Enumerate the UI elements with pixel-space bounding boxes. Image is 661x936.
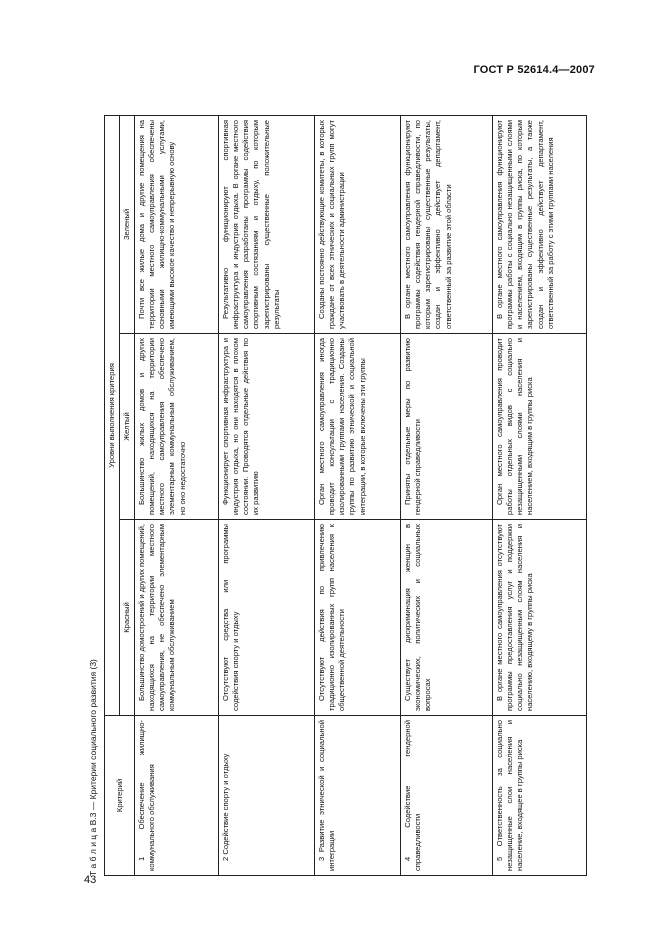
green-cell: В органе местного самоуправления функционируют программы работы с социально незащищенными слоями и населением, входящим в группы риска, по которым зарегистрированы существенные результаты, а также создан и эффективно действует департамент, ответственный за работу с этими группами населения xyxy=(493,115,587,333)
rotated-table-block xyxy=(88,116,555,876)
green-cell: В органе местного самоуправления функционируют программы содействия гендерной справедливости, по которым зарегистрированы существенные результаты, создан и эффективно действует департамент, ответственный за развитие этой области xyxy=(401,115,493,333)
header-yellow: Желтый xyxy=(120,334,135,520)
table-caption: Т а б л и ц а В.3 — Критерии социального развития (3) xyxy=(88,659,98,876)
yellow-cell: Функционирует спортивная инфраструктура и индустрия отдыха, но они находятся в плохом состоянии. Проводятся отдельные действия по их развитию xyxy=(219,334,315,520)
header-green: Зеленый xyxy=(120,115,135,333)
table-row xyxy=(219,115,315,875)
green-cell: Результативно функционируют спортивная инфраструктура и индустрия отдыха. В органе местного самоуправления разработаны программы содействия спортивным состязаниям и отдыху, по которым зарегистрированы существенные положительные результаты xyxy=(219,115,315,333)
table-row xyxy=(493,115,587,875)
document-id: ГОСТ Р 52614.4—2007 xyxy=(473,64,595,76)
criterion-cell: 3 Развитие этнической и социальной интеграции xyxy=(315,716,401,876)
header-criterion: Критерий xyxy=(105,716,135,876)
table-row xyxy=(401,115,493,875)
red-cell: Большинство домостроений и других помещений, находящихся на территории местного самоуправления, не обеспечено элементарным коммунальным обслуживанием xyxy=(135,520,219,716)
red-cell: Существует дискриминация женщин в экономических, политических и социальных вопросах xyxy=(401,520,493,716)
green-cell: Почти все жилые дома и другие помещения на территории местного самоуправления обеспечены основными жилищно-коммунальными услугами, имеющими высокое качество и непрерывную основу xyxy=(135,115,219,333)
criterion-cell: 1 Обеспечение жилищно-коммунального обслуживания xyxy=(135,716,219,876)
table-row xyxy=(135,115,219,875)
yellow-cell: Приняты отдельные меры по развитию гендерной справедливости xyxy=(401,334,493,520)
header-red: Красный xyxy=(120,520,135,716)
criterion-cell: 5 Ответственность за социально незащищенные слои населения и население, входящее в группы риска xyxy=(493,716,587,876)
header-levels: Уровни выполнения критерия xyxy=(105,115,120,715)
yellow-cell: Орган местного самоуправления иногда проводит консультации с традиционно изолированными группами населения. Созданы группы по развитию этнической и социальной интеграции, в которые включены эти группы xyxy=(315,334,401,520)
red-cell: Отсутствуют действия по привлечению традиционно изолированных групп населения к общественной деятельности xyxy=(315,520,401,716)
green-cell: Созданы постоянно действующие комитеты, в которых граждане от всех этнических и социальных групп могут участвовать в деятельности администрации xyxy=(315,115,401,333)
page-number: 43 xyxy=(84,874,97,886)
criterion-cell: 4 Содействие гендерной справедливости xyxy=(401,716,493,876)
yellow-cell: Большинство жилых домов и других помещений, находящихся на территории местного самоуправления обеспечено элементарным коммунальным обслуживанием, но оно недостаточно xyxy=(135,334,219,520)
red-cell: В органе местного самоуправления отсутствуют программы предоставления услуг и поддержки социально незащищенным слоям населения и населению, входящему в группы риска xyxy=(493,520,587,716)
criteria-table xyxy=(104,115,587,876)
yellow-cell: Орган местного самоуправления проводит работы отдельных видов с социально незащищенными слоями населения и населением, входящим в группы риска xyxy=(493,334,587,520)
criterion-cell: 2 Содействие спорту и отдыху xyxy=(219,716,315,876)
red-cell: Отсутствуют средства или программы содействия спорту и отдыху xyxy=(219,520,315,716)
table-row xyxy=(315,115,401,875)
